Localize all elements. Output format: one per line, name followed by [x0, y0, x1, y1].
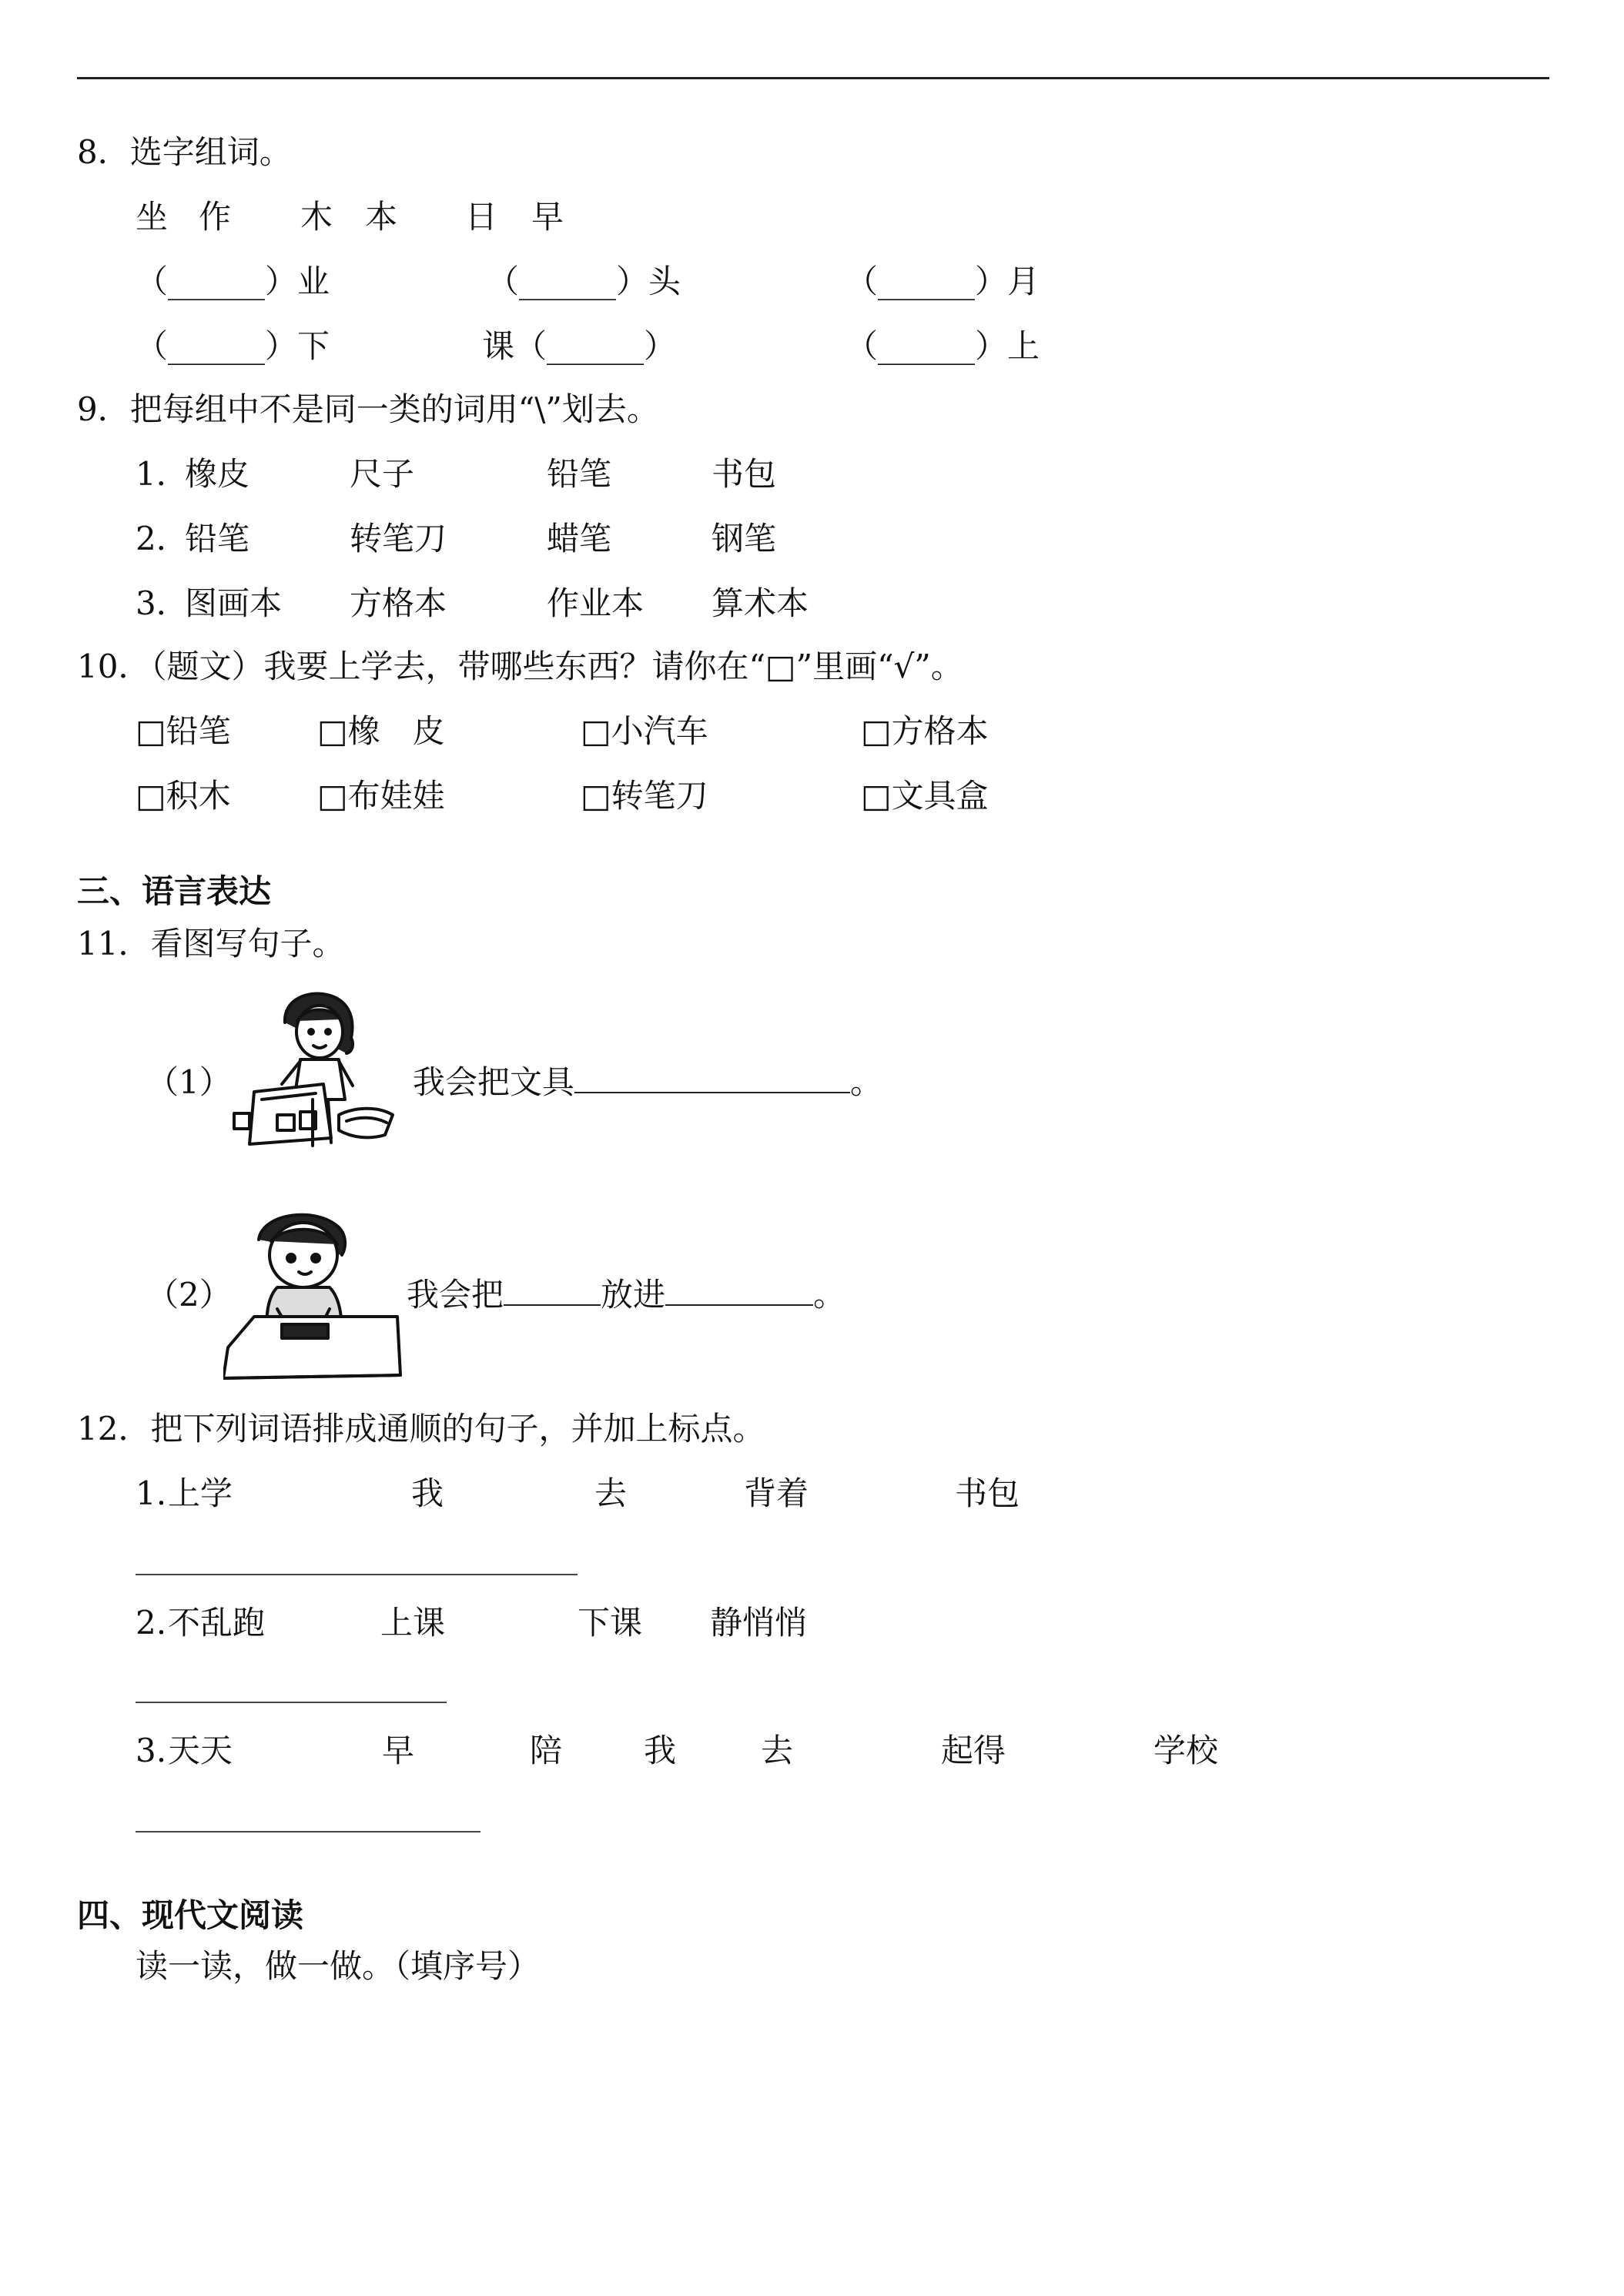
q11-title: 11．看图写句子。 [77, 925, 345, 962]
q9-word[interactable]: 图画本 [185, 584, 283, 622]
q8-title: 8．选字组词。 [77, 133, 292, 171]
q12-word: 去 [594, 1474, 628, 1512]
reading-instruction: 读一读，做一做。（填序号） [136, 1947, 541, 1985]
q8-choice: 本 [365, 198, 398, 236]
q11-item-label: （1） [146, 1063, 232, 1101]
q10-checkbox-item[interactable]: □小汽车 [581, 712, 708, 750]
answer-blank[interactable] [665, 1275, 813, 1306]
q12-word: 起得 [941, 1732, 1006, 1769]
q8-fill-item[interactable]: （______）下 [136, 327, 330, 365]
q9-word[interactable]: 尺子 [350, 455, 415, 493]
boy-at-desk-illustration [223, 1201, 408, 1386]
q10-title: 10．（题文）我要上学去，带哪些东西？请你在“□”里画“√”。 [77, 648, 963, 685]
q8-choice: 早 [531, 198, 564, 236]
q9-word[interactable]: 书包 [712, 455, 777, 493]
q10-checkbox-item[interactable]: □橡 皮 [317, 712, 445, 750]
section-heading: 三、语言表达 [77, 872, 272, 910]
q12-word: 上学 [168, 1474, 233, 1512]
q9-word[interactable]: 橡皮 [185, 455, 250, 493]
q12-group-number: 1. [136, 1474, 167, 1512]
sentence-punctuation: 。 [813, 1276, 846, 1314]
section-heading: 四、现代文阅读 [77, 1896, 304, 1934]
q8-choice: 日 [465, 198, 498, 236]
q8-fill-item[interactable]: （______）头 [487, 263, 681, 300]
q12-group-number: 2. [136, 1604, 167, 1642]
answer-blank[interactable] [504, 1275, 601, 1306]
q9-word[interactable]: 作业本 [547, 584, 645, 622]
q11-sentence-2 [407, 1274, 845, 1317]
q8-choice: 作 [199, 198, 232, 236]
q12-word: 下课 [578, 1604, 643, 1642]
sentence-punctuation: 。 [850, 1063, 883, 1101]
q10-checkbox-item[interactable]: □文具盒 [861, 777, 989, 815]
q8-choice: 坐 [136, 198, 169, 236]
q12-word: 去 [761, 1732, 794, 1769]
q10-checkbox-item[interactable]: □铅笔 [136, 712, 231, 750]
q10-checkbox-item[interactable]: □转笔刀 [581, 777, 708, 815]
girl-packing-schoolbag-illustration [223, 984, 400, 1161]
sentence-text: 我会把文具 [413, 1063, 575, 1101]
q10-checkbox-item[interactable]: □积木 [136, 777, 231, 815]
q12-word: 书包 [955, 1474, 1020, 1512]
sentence-text: 放进 [601, 1276, 666, 1314]
answer-blank[interactable] [574, 1063, 850, 1093]
q9-word[interactable]: 铅笔 [547, 455, 612, 493]
q9-word[interactable]: 算术本 [712, 584, 809, 622]
q9-group-number: 1． [136, 455, 189, 493]
q12-word: 静悄悄 [710, 1604, 808, 1642]
q10-checkbox-item[interactable]: □布娃娃 [317, 777, 445, 815]
q9-title: 9．把每组中不是同一类的词用“\”划去。 [77, 390, 659, 428]
q11-sentence-1 [413, 1061, 882, 1104]
answer-line[interactable] [136, 1831, 481, 1832]
q9-word[interactable]: 转笔刀 [350, 520, 447, 557]
q12-group-number: 3. [136, 1732, 167, 1769]
q12-word: 不乱跑 [168, 1604, 266, 1642]
q9-word[interactable]: 钢笔 [712, 520, 777, 557]
q12-word: 天天 [168, 1732, 233, 1769]
answer-line[interactable] [136, 1702, 447, 1703]
q12-word: 上课 [380, 1604, 446, 1642]
q12-word: 早 [382, 1732, 415, 1769]
q8-fill-item[interactable]: （______）业 [136, 263, 330, 300]
q8-fill-item[interactable]: （______）上 [845, 327, 1040, 365]
q8-choice: 木 [300, 198, 333, 236]
q8-fill-item[interactable]: 课（______） [482, 327, 677, 365]
sentence-text: 我会把 [407, 1276, 504, 1314]
q9-word[interactable]: 方格本 [350, 584, 447, 622]
q12-title: 12．把下列词语排成通顺的句子，并加上标点。 [77, 1410, 765, 1448]
answer-line[interactable] [136, 1574, 578, 1575]
q10-checkbox-item[interactable]: □方格本 [861, 712, 989, 750]
header-rule [77, 77, 1549, 79]
q12-word: 学校 [1154, 1732, 1219, 1769]
q9-word[interactable]: 铅笔 [185, 520, 250, 557]
q12-word: 我 [644, 1732, 677, 1769]
q9-word[interactable]: 蜡笔 [547, 520, 612, 557]
q12-word: 陪 [530, 1732, 563, 1769]
q8-fill-item[interactable]: （______）月 [845, 263, 1040, 300]
q12-word: 背着 [744, 1474, 809, 1512]
q9-group-number: 2． [136, 520, 189, 557]
q12-word: 我 [411, 1474, 444, 1512]
q9-group-number: 3． [136, 584, 189, 622]
q11-item-label: （2） [146, 1276, 232, 1314]
